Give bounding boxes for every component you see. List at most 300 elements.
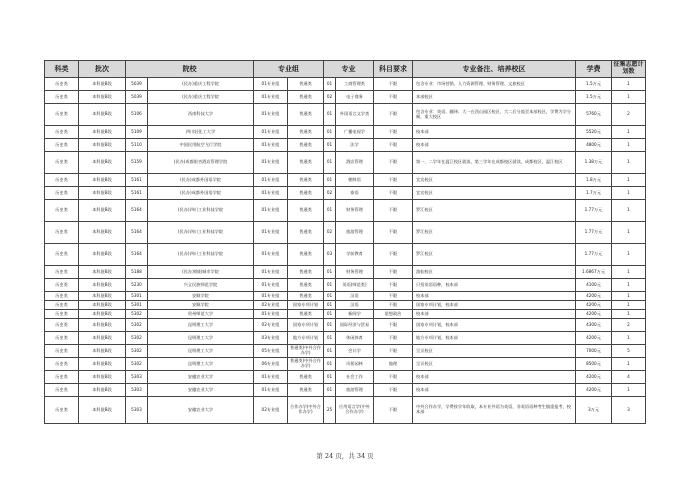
table-row — [45, 104, 646, 126]
cell-major-name: 应用语言学(中外合作办学) — [336, 397, 374, 424]
cell-tuition: 1.8万元 — [576, 174, 612, 187]
cell-tuition: 4200元 — [576, 292, 612, 301]
cell-group-type: 普通类 — [288, 78, 324, 91]
cell-group-code: 01专业组 — [254, 222, 288, 244]
cell-group-code: 02专业组 — [254, 397, 288, 424]
cell-major-name: 外国语言文学类 — [336, 104, 374, 126]
cell-subject-requirement: 不限 — [374, 222, 413, 244]
cell-category: 历史类 — [45, 152, 79, 174]
cell-major-code: 01 — [324, 384, 336, 397]
cell-school-code: 5230 — [126, 279, 148, 292]
cell-major-notes: 第一、二学年在温江校区就读，第三学年在成都校区就读，成都校区，温江校区 — [413, 152, 576, 174]
cell-major-name: 国际经济与贸易 — [336, 319, 374, 332]
cell-school-code: 5303 — [126, 371, 148, 384]
cell-group-type: 普通类 — [288, 244, 324, 266]
cell-school-code: 5301 — [126, 292, 148, 301]
table-row — [45, 397, 646, 424]
cell-tuition: 1.5万元 — [576, 78, 612, 91]
cell-major-notes: 游仙校区 — [413, 266, 576, 279]
cell-group-type: 普通类 — [288, 310, 324, 319]
cell-major-notes: 校本部 — [413, 384, 576, 397]
cell-major-notes: 中外合作办学，学费按学年收取，本专业外语为英语，非英语语种考生慎重报考，校本部 — [413, 397, 576, 424]
cell-major-notes: 呈贡校区 — [413, 345, 576, 358]
cell-group-code: 01专业组 — [254, 200, 288, 222]
cell-major-code: 01 — [324, 332, 336, 345]
cell-group-type: 普通类 — [288, 292, 324, 301]
cell-group-type: 合作办学(中外合作办学) — [288, 397, 324, 424]
cell-school-code: 5303 — [126, 384, 148, 397]
cell-school-name: 兴义民族师范学院 — [148, 279, 254, 292]
table-row — [45, 174, 646, 187]
cell-school-name: (民办)四川工业科技学院 — [148, 244, 254, 266]
cell-major-code: 02 — [324, 222, 336, 244]
cell-category: 历史类 — [45, 187, 79, 200]
cell-major-notes: 校本部 — [413, 310, 576, 319]
cell-group-type: 普通类(中外合作办学) — [288, 358, 324, 371]
cell-school-code: 5039 — [126, 78, 148, 91]
cell-major-notes: 校本部 — [413, 126, 576, 139]
cell-subject-requirement: 不限 — [374, 332, 413, 345]
cell-major-code: 01 — [324, 126, 336, 139]
cell-tuition: 8500元 — [576, 358, 612, 371]
table-row — [45, 345, 646, 358]
cell-major-code: 01 — [324, 104, 336, 126]
cell-subject-requirement: 不限 — [374, 384, 413, 397]
cell-major-name: 会计学 — [336, 345, 374, 358]
cell-group-code: 01专业组 — [254, 371, 288, 384]
cell-category: 历史类 — [45, 222, 79, 244]
cell-category: 历史类 — [45, 139, 79, 152]
cell-batch: 本科批B段 — [79, 310, 126, 319]
cell-plan-count: 2 — [612, 104, 646, 126]
cell-major-notes: 罗江校区 — [413, 200, 576, 222]
cell-group-code: 02专业组 — [254, 319, 288, 332]
table-row — [45, 292, 646, 301]
cell-group-code: 01专业组 — [254, 78, 288, 91]
cell-group-type: 普通类 — [288, 222, 324, 244]
table-row — [45, 301, 646, 310]
cell-batch: 本科批B段 — [79, 358, 126, 371]
cell-subject-requirement: 不限 — [374, 126, 413, 139]
cell-group-type: 普通类 — [288, 200, 324, 222]
cell-subject-requirement: 不限 — [374, 279, 413, 292]
page-footer: 第 24 页，共 34 页 — [316, 452, 374, 460]
table-row — [45, 266, 646, 279]
cell-plan-count: 1 — [612, 139, 646, 152]
cell-group-code: 01专业组 — [254, 152, 288, 174]
cell-major-notes: 国家专项计划，校本部 — [413, 301, 576, 310]
cell-school-code: 5164 — [126, 244, 148, 266]
cell-school-name: 安徽农业大学 — [148, 397, 254, 424]
cell-category: 历史类 — [45, 174, 79, 187]
cell-major-name: 财务管理 — [336, 200, 374, 222]
cell-subject-requirement: 不限 — [374, 371, 413, 384]
cell-plan-count: 1 — [612, 152, 646, 174]
table-row — [45, 126, 646, 139]
cell-group-code: 01专业组 — [254, 310, 288, 319]
cell-group-code: 01专业组 — [254, 279, 288, 292]
header-batch: 批次 — [79, 61, 126, 78]
cell-group-code: 01专业组 — [254, 174, 288, 187]
cell-school-code: 5164 — [126, 200, 148, 222]
cell-group-code: 03专业组 — [254, 332, 288, 345]
cell-subject-requirement: 不限 — [374, 152, 413, 174]
cell-plan-count: 1 — [612, 301, 646, 310]
cell-subject-requirement: 不限 — [374, 78, 413, 91]
table-row — [45, 222, 646, 244]
cell-major-code: 01 — [324, 174, 336, 187]
cell-major-name: 汉语 — [336, 301, 374, 310]
cell-plan-count: 1 — [612, 174, 646, 187]
cell-category: 历史类 — [45, 319, 79, 332]
cell-major-name: 酒店管理 — [336, 152, 374, 174]
cell-subject-requirement: 思想政治 — [374, 310, 413, 319]
cell-tuition: 4800元 — [576, 139, 612, 152]
cell-major-name: 泰语 — [336, 187, 374, 200]
cell-batch: 本科批B段 — [79, 200, 126, 222]
cell-tuition: 4200元 — [576, 384, 612, 397]
cell-group-code: 01专业组 — [254, 266, 288, 279]
cell-school-code: 5302 — [126, 319, 148, 332]
cell-major-notes: 只招英语语种，校本部 — [413, 279, 576, 292]
cell-major-code: 03 — [324, 244, 336, 266]
table-body — [45, 78, 646, 424]
cell-plan-count: 1 — [612, 78, 646, 91]
table-row — [45, 187, 646, 200]
header-category: 科类 — [45, 61, 79, 78]
cell-group-code: 06专业组 — [254, 358, 288, 371]
cell-group-type: 普通类 — [288, 266, 324, 279]
cell-batch: 本科批B段 — [79, 292, 126, 301]
cell-major-code: 01 — [324, 310, 336, 319]
cell-category: 历史类 — [45, 126, 79, 139]
cell-category: 历史类 — [45, 332, 79, 345]
cell-tuition: 1.77万元 — [576, 222, 612, 244]
table-row — [45, 139, 646, 152]
cell-school-name: (民办)成都外国语学院 — [148, 187, 254, 200]
cell-major-name: 法学 — [336, 139, 374, 152]
cell-group-type: 普通类 — [288, 279, 324, 292]
cell-major-notes: 宜宾校区 — [413, 174, 576, 187]
cell-school-name: 安顺学院 — [148, 301, 254, 310]
cell-major-name: 广播电视学 — [336, 126, 374, 139]
table-row — [45, 152, 646, 174]
cell-subject-requirement: 不限 — [374, 266, 413, 279]
cell-tuition: 4200元 — [576, 310, 612, 319]
header-row — [45, 61, 646, 78]
cell-group-code: 01专业组 — [254, 187, 288, 200]
cell-group-code: 01专业组 — [254, 139, 288, 152]
cell-batch: 本科批B段 — [79, 222, 126, 244]
cell-school-code: 5109 — [126, 126, 148, 139]
cell-school-code: 5302 — [126, 310, 148, 319]
cell-major-notes: 校本部 — [413, 371, 576, 384]
cell-major-name: 财务管理 — [336, 266, 374, 279]
cell-major-notes: 校本部 — [413, 292, 576, 301]
cell-batch: 本科批B段 — [79, 332, 126, 345]
header-plan-count: 征集志愿计划数 — [612, 61, 646, 78]
cell-category: 历史类 — [45, 345, 79, 358]
cell-major-notes: 包含专业：市场营销、人力资源管理、财务管理、文旅校区 — [413, 78, 576, 91]
cell-plan-count: 1 — [612, 279, 646, 292]
cell-major-notes: 本部校区 — [413, 91, 576, 104]
cell-plan-count: 1 — [612, 292, 646, 301]
cell-tuition: 5520元 — [576, 126, 612, 139]
cell-category: 历史类 — [45, 200, 79, 222]
cell-school-name: 昆明理工大学 — [148, 319, 254, 332]
cell-plan-count: 2 — [612, 319, 646, 332]
cell-major-code: 01 — [324, 345, 336, 358]
cell-school-code: 5106 — [126, 104, 148, 126]
cell-subject-requirement: 不限 — [374, 91, 413, 104]
cell-group-code: 01专业组 — [254, 244, 288, 266]
cell-category: 历史类 — [45, 384, 79, 397]
cell-group-code: 05专业组 — [254, 345, 288, 358]
cell-category: 历史类 — [45, 301, 79, 310]
cell-plan-count: 1 — [612, 187, 646, 200]
cell-plan-count: 4 — [612, 371, 646, 384]
cell-major-name: 学前教育 — [336, 244, 374, 266]
cell-plan-count: 5 — [612, 345, 646, 358]
cell-batch: 本科批B段 — [79, 371, 126, 384]
cell-major-notes: 罗江校区 — [413, 244, 576, 266]
cell-major-notes: 宜宾校区 — [413, 187, 576, 200]
cell-school-code: 5039 — [126, 91, 148, 104]
cell-subject-requirement: 不限 — [374, 174, 413, 187]
cell-plan-count: 1 — [612, 200, 646, 222]
cell-tuition: 4200元 — [576, 301, 612, 310]
header-major: 专业 — [324, 61, 374, 78]
cell-subject-requirement: 不限 — [374, 319, 413, 332]
cell-tuition: 1.38万元 — [576, 152, 612, 174]
cell-batch: 本科批B段 — [79, 279, 126, 292]
cell-major-name: 社会工作 — [336, 371, 374, 384]
cell-major-code: 01 — [324, 78, 336, 91]
cell-school-code: 5303 — [126, 397, 148, 424]
admissions-table — [44, 60, 646, 424]
table-row — [45, 358, 646, 371]
header-major-group: 专业组 — [254, 61, 324, 78]
cell-group-type: 普通类 — [288, 152, 324, 174]
cell-tuition: 1.7万元 — [576, 187, 612, 200]
cell-category: 历史类 — [45, 104, 79, 126]
cell-major-code: 01 — [324, 292, 336, 301]
cell-tuition: 1.77万元 — [576, 200, 612, 222]
cell-batch: 本科批B段 — [79, 187, 126, 200]
cell-major-notes: 校本部 — [413, 139, 576, 152]
table-row — [45, 319, 646, 332]
cell-batch: 本科批B段 — [79, 78, 126, 91]
cell-group-type: 普通类 — [288, 126, 324, 139]
cell-major-code: 01 — [324, 200, 336, 222]
cell-group-code: 01专业组 — [254, 384, 288, 397]
cell-school-name: 昆明理工大学 — [148, 332, 254, 345]
cell-group-code: 01专业组 — [254, 104, 288, 126]
cell-school-name: 贵州师范大学 — [148, 310, 254, 319]
cell-major-code: 01 — [324, 152, 336, 174]
header-school: 院校 — [126, 61, 254, 78]
cell-group-type: 国家专项计划 — [288, 319, 324, 332]
cell-category: 历史类 — [45, 244, 79, 266]
cell-school-name: 西南科技大学 — [148, 104, 254, 126]
cell-group-code: 01专业组 — [254, 126, 288, 139]
cell-group-code: 02专业组 — [254, 301, 288, 310]
table-row — [45, 332, 646, 345]
cell-batch: 本科批B段 — [79, 139, 126, 152]
cell-plan-count: 1 — [612, 266, 646, 279]
cell-group-type: 普通类 — [288, 174, 324, 187]
cell-plan-count: 3 — [612, 397, 646, 424]
table-row — [45, 91, 646, 104]
cell-school-code: 5302 — [126, 332, 148, 345]
cell-tuition: 1.5万元 — [576, 91, 612, 104]
cell-school-name: 安徽农业大学 — [148, 371, 254, 384]
cell-major-name: 英语(师范类) — [336, 279, 374, 292]
cell-plan-count: 1 — [612, 126, 646, 139]
cell-plan-count: 1 — [612, 91, 646, 104]
cell-school-code: 5161 — [126, 187, 148, 200]
cell-major-name: 朝鲜语 — [336, 174, 374, 187]
cell-major-notes: 国家专项计划，校本部 — [413, 319, 576, 332]
cell-school-name: 中国民用航空飞行学院 — [148, 139, 254, 152]
cell-group-code: 01专业组 — [254, 292, 288, 301]
cell-school-name: (民办)重庆工程学院 — [148, 78, 254, 91]
cell-major-name: 电子商务 — [336, 91, 374, 104]
cell-batch: 本科批B段 — [79, 266, 126, 279]
cell-major-code: 01 — [324, 358, 336, 371]
cell-group-type: 国家专项计划 — [288, 301, 324, 310]
cell-school-name: (民办)四川工业科技学院 — [148, 222, 254, 244]
cell-subject-requirement: 不限 — [374, 244, 413, 266]
cell-school-name: 昆明理工大学 — [148, 345, 254, 358]
cell-major-code: 01 — [324, 266, 336, 279]
cell-major-code: 02 — [324, 187, 336, 200]
cell-school-name: (民办)成都外国语学院 — [148, 174, 254, 187]
cell-group-type: 普通类(中外合作办学) — [288, 345, 324, 358]
cell-batch: 本科批B段 — [79, 384, 126, 397]
cell-category: 历史类 — [45, 91, 79, 104]
table-row — [45, 200, 646, 222]
cell-category: 历史类 — [45, 292, 79, 301]
cell-tuition: 3万元 — [576, 397, 612, 424]
cell-subject-requirement: 不限 — [374, 187, 413, 200]
cell-major-notes: 包含专业：英语，翻译；大一在西山园区校区，大二后分流至本部校区，学费为学分制，重大校区 — [413, 104, 576, 126]
cell-category: 历史类 — [45, 78, 79, 91]
cell-plan-count: 1 — [612, 222, 646, 244]
table-row — [45, 310, 646, 319]
cell-school-code: 5159 — [126, 152, 148, 174]
cell-batch: 本科批B段 — [79, 104, 126, 126]
cell-tuition: 4200元 — [576, 332, 612, 345]
cell-subject-requirement: 不限 — [374, 292, 413, 301]
cell-major-name: 旅游管理 — [336, 384, 374, 397]
cell-major-code: 01 — [324, 319, 336, 332]
cell-school-name: 安顺学院 — [148, 292, 254, 301]
cell-group-code: 01专业组 — [254, 91, 288, 104]
cell-school-code: 5302 — [126, 345, 148, 358]
cell-tuition: 7000元 — [576, 345, 612, 358]
cell-plan-count: 1 — [612, 244, 646, 266]
cell-major-code: 02 — [324, 91, 336, 104]
cell-subject-requirement: 不限 — [374, 200, 413, 222]
cell-category: 历史类 — [45, 279, 79, 292]
cell-group-type: 普通类 — [288, 187, 324, 200]
cell-school-code: 5302 — [126, 358, 148, 371]
cell-major-notes: 罗江校区 — [413, 222, 576, 244]
cell-school-name: (民办)绵阳城市学院 — [148, 266, 254, 279]
cell-group-type: 普通类 — [288, 384, 324, 397]
cell-batch: 本科批B段 — [79, 319, 126, 332]
cell-major-name: 旅游管理 — [336, 222, 374, 244]
cell-major-code: 01 — [324, 139, 336, 152]
cell-plan-count: 1 — [612, 332, 646, 345]
table-row — [45, 279, 646, 292]
cell-tuition: 1.77万元 — [576, 244, 612, 266]
cell-school-code: 5110 — [126, 139, 148, 152]
cell-group-type: 地方专项计划 — [288, 332, 324, 345]
cell-batch: 本科批B段 — [79, 91, 126, 104]
cell-subject-requirement: 不限 — [374, 301, 413, 310]
table-row — [45, 371, 646, 384]
cell-school-name: 安徽农业大学 — [148, 384, 254, 397]
cell-category: 历史类 — [45, 371, 79, 384]
cell-batch: 本科批B段 — [79, 301, 126, 310]
cell-major-notes: 呈贡校区 — [413, 358, 576, 371]
cell-group-type: 普通类 — [288, 91, 324, 104]
cell-batch: 本科批B段 — [79, 152, 126, 174]
cell-batch: 本科批B段 — [79, 397, 126, 424]
cell-subject-requirement: 不限 — [374, 104, 413, 126]
cell-subject-requirement: 地理 — [374, 358, 413, 371]
cell-major-name: 风景园林 — [336, 358, 374, 371]
table-row — [45, 384, 646, 397]
cell-school-name: (民办)成都银杏酒店管理学院 — [148, 152, 254, 174]
cell-category: 历史类 — [45, 266, 79, 279]
cell-major-name: 汉语 — [336, 292, 374, 301]
table-row — [45, 244, 646, 266]
cell-school-code: 5164 — [126, 222, 148, 244]
cell-batch: 本科批B段 — [79, 174, 126, 187]
cell-group-type: 普通类 — [288, 139, 324, 152]
header-major-notes: 专业备注、培养校区 — [413, 61, 576, 78]
cell-tuition: 1.6867万元 — [576, 266, 612, 279]
cell-group-type: 普通类 — [288, 104, 324, 126]
cell-major-name: 新闻学 — [336, 310, 374, 319]
cell-tuition: 4300元 — [576, 319, 612, 332]
header-subject-requirement: 科目要求 — [374, 61, 413, 78]
cell-plan-count: 1 — [612, 358, 646, 371]
cell-school-name: (民办)四川工业科技学院 — [148, 200, 254, 222]
cell-tuition: 4100元 — [576, 279, 612, 292]
cell-major-code: 01 — [324, 371, 336, 384]
cell-school-name: 昆明理工大学 — [148, 358, 254, 371]
cell-batch: 本科批B段 — [79, 345, 126, 358]
table-row — [45, 78, 646, 91]
cell-major-code: 01 — [324, 279, 336, 292]
cell-school-name: 四川轻化工大学 — [148, 126, 254, 139]
cell-group-type: 普通类 — [288, 371, 324, 384]
cell-subject-requirement: 不限 — [374, 345, 413, 358]
cell-major-name: 休闲体育 — [336, 332, 374, 345]
header-tuition: 学费 — [576, 61, 612, 78]
cell-plan-count: 1 — [612, 384, 646, 397]
cell-school-code: 5188 — [126, 266, 148, 279]
cell-major-notes: 地方专项计划，校本部 — [413, 332, 576, 345]
cell-major-name: 工商管理类 — [336, 78, 374, 91]
cell-subject-requirement: 不限 — [374, 139, 413, 152]
cell-subject-requirement: 不限 — [374, 397, 413, 424]
cell-major-code: 01 — [324, 301, 336, 310]
